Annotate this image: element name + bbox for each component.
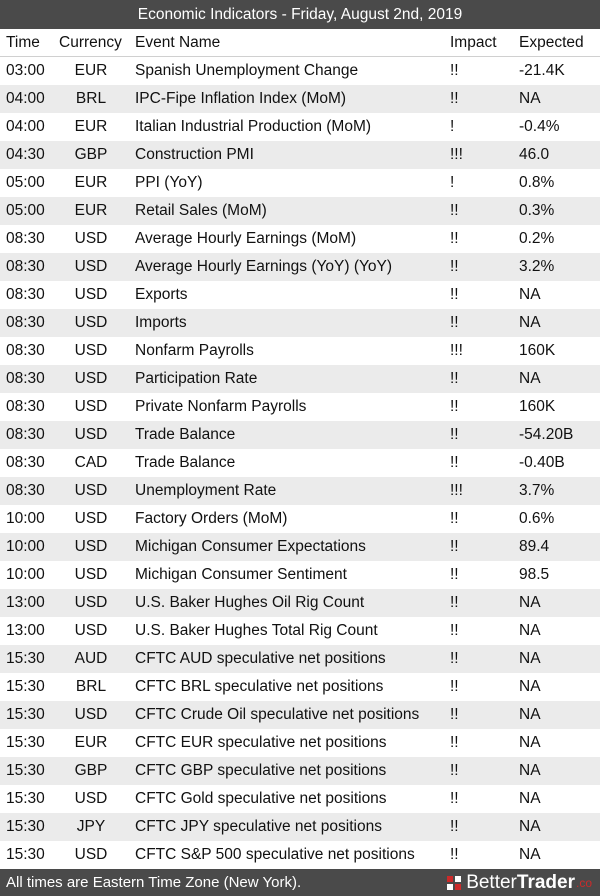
cell-event: CFTC BRL speculative net positions	[135, 678, 384, 695]
cell-event: Spanish Unemployment Change	[135, 62, 359, 79]
cell-time: 10:00	[6, 538, 45, 555]
brand-name-better: Better	[466, 871, 517, 893]
cell-time: 13:00	[6, 594, 45, 611]
cell-event: CFTC GBP speculative net positions	[135, 762, 387, 779]
cell-event: IPC-Fipe Inflation Index (MoM)	[135, 90, 347, 107]
cell-expected: NA	[519, 594, 541, 611]
cell-impact: !!	[450, 846, 459, 863]
cell-expected: 46.0	[519, 146, 550, 163]
cell-time: 15:30	[6, 650, 45, 667]
cell-expected: NA	[519, 734, 541, 751]
column-header-time: Time	[6, 33, 40, 51]
cell-currency: EUR	[74, 734, 108, 751]
cell-impact: !!	[450, 258, 459, 275]
table-row	[0, 141, 600, 169]
cell-time: 05:00	[6, 174, 45, 191]
cell-currency: GBP	[74, 762, 108, 779]
cell-time: 08:30	[6, 230, 45, 247]
cell-currency: USD	[74, 622, 108, 639]
cell-expected: NA	[519, 790, 541, 807]
cell-impact: !!	[450, 370, 459, 387]
cell-currency: USD	[74, 314, 108, 331]
table-row	[0, 617, 600, 645]
cell-impact: !!	[450, 454, 459, 471]
cell-currency: USD	[74, 370, 108, 387]
cell-currency: USD	[74, 398, 108, 415]
cell-currency: USD	[74, 538, 108, 555]
table-row	[0, 253, 600, 281]
cell-expected: 98.5	[519, 566, 550, 583]
cell-event: Nonfarm Payrolls	[135, 342, 254, 359]
cell-currency: USD	[74, 790, 108, 807]
cell-currency: AUD	[74, 650, 108, 667]
cell-currency: USD	[74, 258, 108, 275]
cell-expected: NA	[519, 818, 541, 835]
cell-impact: !!	[450, 818, 459, 835]
table-row	[0, 365, 600, 393]
cell-currency: EUR	[74, 118, 108, 135]
cell-currency: JPY	[76, 818, 106, 835]
cell-currency: USD	[74, 482, 108, 499]
table-row	[0, 337, 600, 365]
brand-logo	[447, 872, 600, 894]
cell-currency: BRL	[75, 678, 107, 695]
cell-event: Trade Balance	[135, 454, 236, 471]
table-row	[0, 281, 600, 309]
table-row	[0, 477, 600, 505]
cell-expected: NA	[519, 286, 541, 303]
table-row	[0, 729, 600, 757]
cell-expected: NA	[519, 370, 541, 387]
cell-event: Private Nonfarm Payrolls	[135, 398, 307, 415]
cell-impact: !!	[450, 90, 459, 107]
cell-expected: 160K	[519, 398, 556, 415]
cell-event: Michigan Consumer Sentiment	[135, 566, 347, 583]
footer-bar	[0, 869, 600, 896]
cell-currency: EUR	[74, 202, 108, 219]
cell-time: 10:00	[6, 510, 45, 527]
table-row	[0, 589, 600, 617]
table-row	[0, 309, 600, 337]
cell-event: CFTC EUR speculative net positions	[135, 734, 387, 751]
cell-expected: NA	[519, 622, 541, 639]
cell-currency: USD	[74, 510, 108, 527]
brand-name-trader: Trader	[516, 871, 575, 893]
cell-expected: 0.6%	[519, 510, 555, 527]
table-row	[0, 533, 600, 561]
cell-impact: !!	[450, 678, 459, 695]
cell-event: Average Hourly Earnings (YoY) (YoY)	[135, 258, 393, 275]
cell-expected: 3.7%	[519, 482, 555, 499]
cell-impact: !	[450, 174, 455, 191]
cell-impact: !!	[450, 622, 459, 639]
cell-impact: !!	[450, 538, 459, 555]
cell-impact: !!!	[450, 146, 463, 163]
cell-expected: NA	[519, 706, 541, 723]
cell-event: Retail Sales (MoM)	[135, 202, 267, 219]
cell-event: CFTC AUD speculative net positions	[135, 650, 386, 667]
cell-expected: NA	[519, 678, 541, 695]
table-row	[0, 57, 600, 85]
page-title: Economic Indicators - Friday, August 2nd, 2019	[0, 0, 600, 29]
cell-time: 15:30	[6, 678, 45, 695]
cell-time: 15:30	[6, 762, 45, 779]
cell-expected: NA	[519, 762, 541, 779]
cell-impact: !!	[450, 398, 459, 415]
cell-impact: !!	[450, 202, 459, 219]
cell-time: 13:00	[6, 622, 45, 639]
cell-time: 15:30	[6, 846, 45, 863]
cell-event: U.S. Baker Hughes Oil Rig Count	[135, 594, 365, 611]
cell-event: Average Hourly Earnings (MoM)	[135, 230, 357, 247]
cell-time: 04:30	[6, 146, 45, 163]
cell-event: CFTC Crude Oil speculative net positions	[135, 706, 420, 723]
cell-time: 08:30	[6, 258, 45, 275]
cell-impact: !!	[450, 230, 459, 247]
table-row	[0, 785, 600, 813]
cell-event: Michigan Consumer Expectations	[135, 538, 366, 555]
cell-time: 15:30	[6, 734, 45, 751]
table-body	[0, 57, 600, 869]
table-row	[0, 169, 600, 197]
cell-currency: USD	[74, 286, 108, 303]
cell-event: CFTC Gold speculative net positions	[135, 790, 387, 807]
column-header-expected: Expected	[519, 33, 584, 51]
cell-currency: GBP	[74, 146, 108, 163]
cell-impact: !!!	[450, 342, 463, 359]
cell-time: 08:30	[6, 342, 45, 359]
cell-expected: 0.3%	[519, 202, 555, 219]
cell-expected: 89.4	[519, 538, 550, 555]
column-header-currency: Currency	[59, 33, 122, 51]
cell-expected: -0.40B	[519, 454, 565, 471]
cell-event: Italian Industrial Production (MoM)	[135, 118, 372, 135]
cell-event: Participation Rate	[135, 370, 258, 387]
cell-time: 05:00	[6, 202, 45, 219]
cell-time: 04:00	[6, 90, 45, 107]
cell-expected: 3.2%	[519, 258, 555, 275]
cell-event: U.S. Baker Hughes Total Rig Count	[135, 622, 378, 639]
cell-impact: !!!	[450, 482, 463, 499]
cell-time: 08:30	[6, 482, 45, 499]
table-row	[0, 673, 600, 701]
cell-event: Trade Balance	[135, 426, 236, 443]
cell-time: 08:30	[6, 286, 45, 303]
cell-expected: -54.20B	[519, 426, 574, 443]
cell-time: 08:30	[6, 426, 45, 443]
table-row	[0, 85, 600, 113]
table-header	[0, 29, 600, 57]
cell-time: 08:30	[6, 370, 45, 387]
cell-event: Construction PMI	[135, 146, 254, 163]
bettertrader-logo-icon	[447, 876, 461, 890]
cell-expected: NA	[519, 90, 541, 107]
cell-currency: CAD	[74, 454, 108, 471]
cell-time: 15:30	[6, 706, 45, 723]
table-row	[0, 113, 600, 141]
cell-currency: BRL	[75, 90, 107, 107]
table-row	[0, 561, 600, 589]
table-row	[0, 449, 600, 477]
cell-time: 15:30	[6, 818, 45, 835]
cell-expected: NA	[519, 846, 541, 863]
cell-expected: 160K	[519, 342, 556, 359]
cell-currency: USD	[74, 566, 108, 583]
cell-time: 10:00	[6, 566, 45, 583]
cell-currency: USD	[74, 342, 108, 359]
cell-currency: EUR	[74, 174, 108, 191]
cell-expected: 0.2%	[519, 230, 555, 247]
table-row	[0, 393, 600, 421]
brand-name-suffix: .co	[575, 875, 592, 890]
cell-currency: USD	[74, 594, 108, 611]
cell-impact: !!	[450, 314, 459, 331]
cell-currency: USD	[74, 706, 108, 723]
cell-time: 15:30	[6, 790, 45, 807]
cell-currency: EUR	[74, 62, 108, 79]
cell-event: Factory Orders (MoM)	[135, 510, 288, 527]
column-header-impact: Impact	[450, 33, 497, 51]
cell-impact: !!	[450, 426, 459, 443]
cell-impact: !!	[450, 286, 459, 303]
cell-currency: USD	[74, 846, 108, 863]
table-row	[0, 197, 600, 225]
cell-impact: !	[450, 118, 455, 135]
cell-expected: 0.8%	[519, 174, 555, 191]
cell-event: Exports	[135, 286, 188, 303]
cell-event: Unemployment Rate	[135, 482, 277, 499]
cell-time: 03:00	[6, 62, 45, 79]
table-row	[0, 225, 600, 253]
cell-currency: USD	[74, 426, 108, 443]
table-row	[0, 757, 600, 785]
cell-impact: !!	[450, 650, 459, 667]
table-row	[0, 841, 600, 869]
cell-expected: NA	[519, 650, 541, 667]
cell-impact: !!	[450, 706, 459, 723]
table-row	[0, 645, 600, 673]
cell-currency: USD	[74, 230, 108, 247]
cell-time: 08:30	[6, 398, 45, 415]
cell-time: 08:30	[6, 314, 45, 331]
table-row	[0, 701, 600, 729]
cell-time: 08:30	[6, 454, 45, 471]
table-row	[0, 813, 600, 841]
cell-event: CFTC JPY speculative net positions	[135, 818, 382, 835]
column-header-event: Event Name	[135, 33, 221, 51]
cell-expected: -21.4K	[519, 62, 565, 79]
table-row	[0, 421, 600, 449]
table-row	[0, 505, 600, 533]
cell-event: Imports	[135, 314, 187, 331]
cell-expected: NA	[519, 314, 541, 331]
cell-impact: !!	[450, 762, 459, 779]
cell-impact: !!	[450, 566, 459, 583]
cell-impact: !!	[450, 594, 459, 611]
cell-event: PPI (YoY)	[135, 174, 203, 191]
footer-note: All times are Eastern Time Zone (New York).	[6, 874, 302, 891]
cell-impact: !!	[450, 62, 459, 79]
cell-time: 04:00	[6, 118, 45, 135]
cell-expected: -0.4%	[519, 118, 560, 135]
cell-impact: !!	[450, 510, 459, 527]
cell-event: CFTC S&P 500 speculative net positions	[135, 846, 415, 863]
cell-impact: !!	[450, 790, 459, 807]
cell-impact: !!	[450, 734, 459, 751]
